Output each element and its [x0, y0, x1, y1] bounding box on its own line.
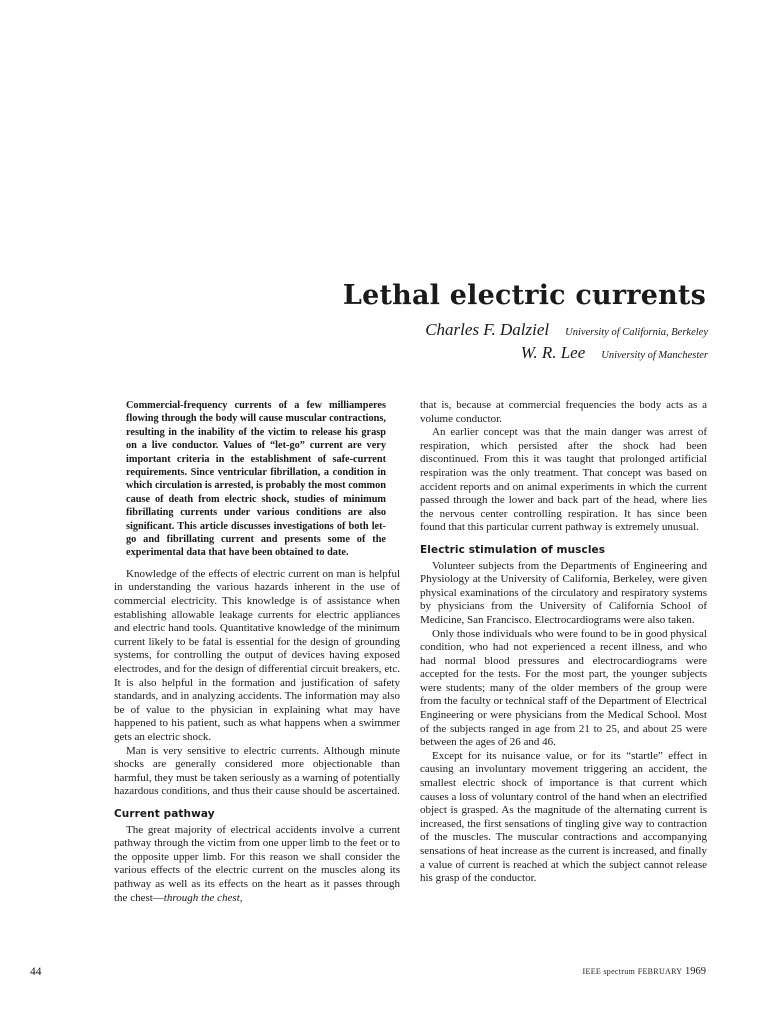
journal-footer	[583, 966, 706, 977]
section-heading: Current pathway	[114, 807, 215, 820]
body-paragraph: Only those individuals who were found to be in good physical condition, who had not experienced a recent illness, and who had normal blood pressures and electrocardiograms were accepted for the tests. For the most part, the younger subjects were students; many of the older members of the group were from the faculty or technical staff of the Department of Electrical Engineering or were physicians from the Medical School. Most of the subjects ranged in age from 21 to 25, and about 25 were between the ages of 26 and 46.	[420, 627, 707, 749]
issue-year: 1969	[685, 966, 706, 977]
author-affiliation: University of California, Berkeley	[565, 327, 708, 338]
left-column	[114, 399, 400, 905]
abstract: Commercial-frequency currents of a few milliamperes flowing through the body will cause muscular contractions, resulting in the inability of the victim to release his grasp on a live conductor. Values of “let-go” current are very important criteria in the establishment of safe-current requirements. Since ventricular fibrillation, a condition in which circulation is arrested, is probably the most common cause of death from electric shock, studies of minimum fibrillating currents under various conditions are also significant. This article discusses investigations of both let-go and fibrillating current and presents some of the experimental data that have been obtained to date.	[126, 400, 386, 559]
body-paragraph: Volunteer subjects from the Departments of Engineering and Physiology at the University of California, Berkeley, were given physical examinations of the circulatory and respiratory systems by physicians from the University of California School of Medicine, San Francisco. Electrocardiograms were also taken.	[420, 559, 707, 626]
issue-month: FEBRUARY	[637, 967, 683, 976]
page-number: 44	[30, 966, 42, 978]
author-line	[521, 343, 708, 363]
section-heading: Electric stimulation of muscles	[420, 543, 606, 556]
body-paragraph: that is, because at commercial frequencies the body acts as a volume conductor.	[420, 399, 707, 425]
journal-name: IEEE spectrum	[582, 967, 636, 976]
body-paragraph	[114, 824, 400, 906]
article-title: Lethal electric currents	[342, 280, 706, 311]
author-line	[425, 320, 708, 340]
body-paragraph: Man is very sensitive to electric currents. Although minute shocks are generally considered more objectionable than harmful, they must be taken seriously as a warning of potentially hazardous conditions, and thus their cause should be ascertained.	[114, 744, 400, 798]
paragraph-text: The great majority of electrical accidents involve a current pathway through the victim from one upper limb to the feet or to the opposite upper limb. For this reason we shall consider the various effects of the electric current on the muscles along its pathway as well as its effects on the heart as it passes through the chest—	[114, 823, 400, 904]
italic-phrase: through the chest,	[163, 891, 243, 904]
author-affiliation: University of Manchester	[601, 350, 708, 361]
author-name: W. R. Lee	[520, 343, 586, 362]
body-paragraph: Except for its nuisance value, or for its “startle” effect in causing an involuntary movement triggering an accident, the smallest electric shock of importance is that current which causes a loss of voluntary control of the hand when an electrified object is grasped. As the magnitude of the alternating current is increased, the first sensations of tingling give way to contraction of the muscles. The muscular contractions and accompanying sensations of heat increase as the current is increased, and finally a value of current is reached at which the subject cannot release his grasp of the conductor.	[420, 749, 707, 885]
body-paragraph: An earlier concept was that the main danger was arrest of respiration, which persisted after the shock had been discontinued. From this it was taught that prolonged artificial respiration was the only treatment. That concept was based on accident reports and on animal experiments in which the current passed through the lower and back part of the head, where lies the nervous center controlling respiration. It has since been found that this particular current pathway is extremely unusual.	[420, 426, 707, 534]
author-name: Charles F. Dalziel	[425, 320, 550, 339]
body-paragraph: Knowledge of the effects of electric current on man is helpful in understanding the various hazards inherent in the use of commercial electricity. This knowledge is of assistance when establishing allowable leakage currents for electric appliances and electric hand tools. Quantitative knowledge of the minimum current likely to be fatal is essential for the design of grounding systems, for controlling the output of devices having exposed electrodes, and for the design of differential circuit breakers, etc. It is also helpful in the formation and justification of safety standards, and in analyzing accidents. The information may also be of value to the physician in explaining what may have happened to his patient, such as what happens when a swimmer gets an electric shock.	[114, 567, 400, 743]
right-column	[420, 399, 707, 886]
